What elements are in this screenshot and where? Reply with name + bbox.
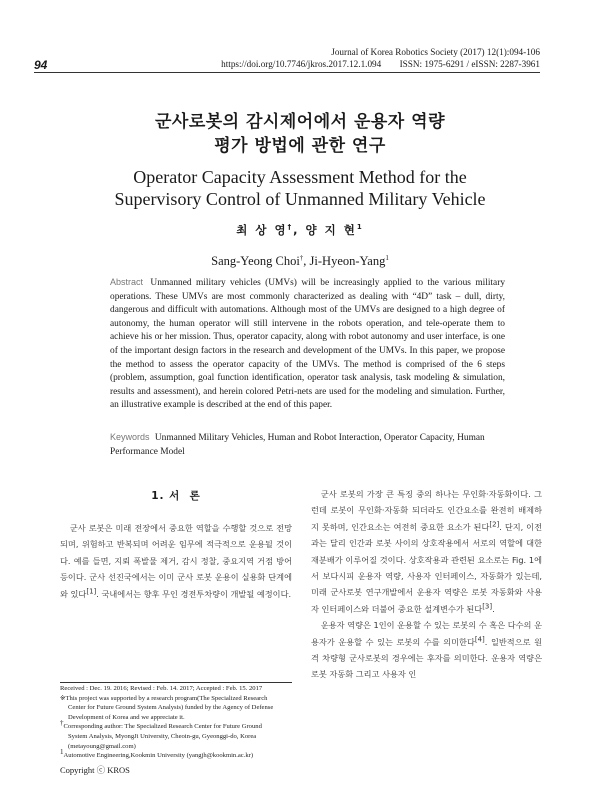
- para-text: .: [492, 603, 495, 614]
- aff-text: Automotive Engineering,Kookmin University (yangjh@kookmin.ac.kr): [63, 752, 254, 760]
- abstract-text: Unmanned military vehicles (UMVs) will be increasingly applied to the various military operations. These UMVs are most commonly characterized as dealing with “4D” task – dull, dirty, dangerous and difficult with automations. Although most of the UMVs are designed to a high degree of autonomy, the human operator will still intervene in the robots operation, and tele-operate them to achieve his or her mission. Thus, operator capacity, along with robot autonomy and user interface, is one of the important design factors in the research and development of the UMVs. In this paper, we propose the method to assess the operator capacity of the UMVs. The method is comprised of the 6 steps (problem, assumption, goal function identification, operator task analysis, task modeling & simulation, results and assessment), and herein colored Petri-nets are used for the modeling and simulation. Further, an illustrative example is described at the end of this paper.: [110, 278, 506, 411]
- doi-issn-line: https://doi.org/10.7746/jkros.2017.12.1.094 ISSN: 1975-6291 / eISSN: 2287-3961: [221, 59, 540, 69]
- para-text: . 단지, 이전과는 달리 인간과 로봇 사이의 상호작용에서 서로의 역할에 대한 재분배가 이루어질 것이다. 상호작용과 관련된 요소로는 Fig. 1에서 보다시피 운용자 역량, 사용자 인터페이스, 자동화가 있는데, 미래 군사로봇 연구개발에서 운용자 역량은 로봇 자동화와 사용자 인터페이스와 더불어 중요한 설계변수가 된다: [311, 521, 542, 614]
- author-2-english-mark: 1: [385, 253, 389, 262]
- keywords-label: Keywords: [110, 432, 150, 442]
- aff-mark: 1: [60, 747, 64, 756]
- keywords: [110, 431, 505, 459]
- author-2-mark: 1: [356, 223, 364, 232]
- received-dates: Received : Dec. 19. 2016; Revised : Feb. 14. 2017; Accepted : Feb. 15. 2017: [60, 685, 263, 692]
- english-authors: [0, 254, 600, 269]
- citation-ref: [1]: [86, 586, 97, 595]
- right-column: [311, 486, 542, 683]
- corresponding-author-3: (metayoung@gmail.com): [68, 742, 136, 750]
- abstract: [110, 276, 505, 413]
- corr-mark: †: [60, 719, 64, 728]
- author-1-mark: †: [287, 223, 294, 232]
- citation-ref: [2]: [489, 520, 500, 529]
- intro-paragraph-left: [60, 520, 292, 602]
- affiliation-note: [60, 747, 292, 761]
- korean-title: [0, 110, 600, 158]
- english-title-line-1: Operator Capacity Assessment Method for the: [133, 167, 467, 187]
- intro-paragraph-right-1: [311, 486, 542, 617]
- author-1-english-mark: †: [299, 253, 304, 262]
- abstract-label: Abstract: [110, 277, 144, 287]
- corresponding-author-2: System Analysis, MyongJi University, Cheoin-gu, Gyeonggi-do, Korea: [68, 732, 257, 740]
- para-text: 군사 로봇의 가장 큰 특징 중의 하나는 무인화·자동화이다. 그런데 로봇이 무인화·자동화 되더라도 인간요소를 완전히 배제하지 못하며, 인간요소는 여전히 중요한 요소가 된다: [311, 489, 542, 532]
- left-column: [60, 520, 292, 602]
- english-title: [0, 166, 600, 210]
- corr-text: Corresponding author: The Specialized Research Center for Future Ground: [63, 723, 262, 731]
- korean-title-line-1: 군사로봇의 감시제어에서 운용자 역량: [154, 112, 445, 132]
- intro-text: 군사 로봇은 미래 전장에서 중요한 역할을 수행할 것으로 전망되며, 위험하고 반복되며 어려운 임무에 적극적으로 운용될 것이다. 예를 들면, 지뢰 폭발물 제거, 감시 정찰, 중요지역 거점 방어 등이다. 군사 선진국에서는 이미 군사 로봇 운용이 실용화 단계에 와 있다: [60, 523, 292, 599]
- author-separator-english: ,: [303, 254, 310, 268]
- support-note-3: Development of Korea and we appreciate it.: [68, 713, 185, 721]
- journal-header: [221, 46, 540, 70]
- header-rule: [34, 72, 540, 73]
- intro-text-end: . 국내에서는 향후 무인 경전투차량이 개발될 예정이다.: [96, 588, 292, 599]
- journal-citation: Journal of Korea Robotics Society (2017) 12(1):094-106: [331, 47, 540, 57]
- support-note-2: Center for Future Ground System Analysis) funded by the Agency of Defense: [68, 704, 274, 712]
- footnote-rule: [60, 682, 292, 683]
- corresponding-author-1: [60, 719, 292, 732]
- section-heading: 1. 서 론: [151, 490, 201, 502]
- page-number: 94: [34, 58, 48, 72]
- english-title-line-2: Supervisory Control of Unmanned Military Vehicle: [114, 189, 486, 209]
- korean-title-line-2: 평가 방법에 관한 연구: [214, 136, 386, 156]
- para-text: 운용자 역량은 1인이 운용할 수 있는 로봇의 수 혹은 다수의 운용자가 운용할 수 있는 로봇의 수를 의미한다: [311, 620, 542, 647]
- author-2-english: Ji-Hyeon-Yang: [309, 254, 386, 268]
- para-text: . 일반적으로 원격 차량형 군사로봇의 경우에는 후자를 의미한다. 운용자 역량은 로봇 자동화 그리고 사용자 인: [311, 636, 543, 680]
- author-1-english: Sang-Yeong Choi: [211, 254, 300, 268]
- keywords-text: Unmanned Military Vehicles, Human and Robot Interaction, Operator Capacity, Human Performance Model: [110, 433, 485, 457]
- citation-ref: [4]: [474, 634, 485, 643]
- footnotes: [60, 684, 292, 761]
- korean-authors: [0, 222, 600, 238]
- citation-ref: [3]: [482, 602, 493, 611]
- copyright: Copyright ⓒ KROS: [60, 765, 130, 775]
- support-note-1: ※This project was supported by a research program(The Specialized Research: [60, 694, 268, 702]
- intro-paragraph-right-2: [311, 617, 542, 683]
- author-2-korean: 양 지 현: [305, 223, 357, 237]
- author-1-korean: 최 상 영: [236, 223, 288, 237]
- author-separator: ,: [293, 223, 306, 237]
